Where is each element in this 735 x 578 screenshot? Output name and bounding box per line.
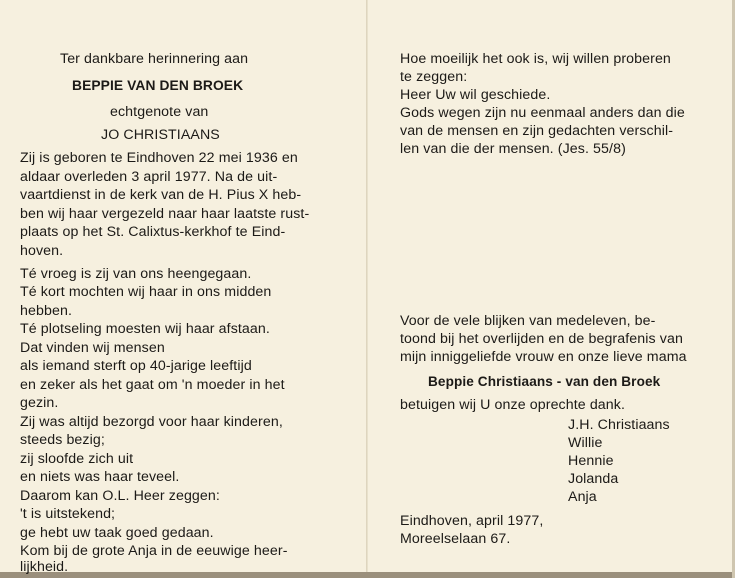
spouse-intro: echtgenote van xyxy=(110,104,209,120)
poem-line: Zij was altijd bezorgd voor haar kinderen, xyxy=(20,414,283,430)
poem-line: 't is uitstekend; xyxy=(20,506,116,522)
poem-line: als iemand sterft op 40-jarige leeftijd xyxy=(20,358,252,374)
poem-line: ge hebt uw taak goed gedaan. xyxy=(20,525,214,541)
bio-line: aldaar overleden 3 april 1977. Na de uit- xyxy=(20,169,278,185)
spouse-name: JO CHRISTIAANS xyxy=(101,127,220,143)
poem-line: Daarom kan O.L. Heer zeggen: xyxy=(20,488,220,504)
thanks-line: Voor de vele blijken van medeleven, be- xyxy=(400,313,656,329)
intro-text: Ter dankbare herinnering aan xyxy=(60,51,249,67)
right-panel xyxy=(368,0,732,572)
poem-line: Té vroeg is zij van ons heengegaan. xyxy=(20,266,252,282)
bio-line: hoven. xyxy=(20,243,64,259)
poem-line: gezin. xyxy=(20,395,59,411)
poem-line: en niets was haar teveel. xyxy=(20,469,180,485)
family-member: J.H. Christiaans xyxy=(568,417,670,433)
left-panel xyxy=(0,0,366,575)
bio-line: vaartdienst in de kerk van de H. Pius X heb- xyxy=(20,187,302,203)
thanks-line: mijn inniggeliefde vrouw en onze lieve mama xyxy=(400,349,687,365)
quote-line: van de mensen en zijn gedachten verschil- xyxy=(400,123,674,139)
address: Moreelselaan 67. xyxy=(400,531,511,547)
bio-line: Zij is geboren te Eindhoven 22 mei 1936 en xyxy=(20,150,298,166)
gratitude-text: betuigen wij U onze oprechte dank. xyxy=(400,397,626,413)
bio-line: ben wij haar vergezeld naar haar laatste rust- xyxy=(20,206,310,222)
thanks-line: toond bij het overlijden en de begrafenis van xyxy=(400,331,683,347)
poem-line: Kom bij de grote Anja in de eeuwige heer- xyxy=(20,543,288,559)
deceased-name: BEPPIE VAN DEN BROEK xyxy=(72,78,244,93)
poem-line: Dat vinden wij mensen xyxy=(20,340,165,356)
quote-line: Heer Uw wil geschiede. xyxy=(400,87,551,103)
family-member: Jolanda xyxy=(568,471,619,487)
quote-line: Gods wegen zijn nu eenmaal anders dan die xyxy=(400,105,685,121)
family-member: Hennie xyxy=(568,453,614,469)
bio-line: plaats op het St. Calixtus-kerkhof te Eind- xyxy=(20,224,286,240)
poem-line: zij sloofde zich uit xyxy=(20,451,134,467)
poem-line: lijkheid. xyxy=(20,559,69,575)
poem-line: Té plotseling moesten wij haar afstaan. xyxy=(20,321,270,337)
quote-line: Hoe moeilijk het ook is, wij willen proberen xyxy=(400,51,671,67)
poem-line: Té kort mochten wij haar in ons midden xyxy=(20,284,272,300)
poem-line: en zeker als het gaat om 'n moeder in het xyxy=(20,377,285,393)
place-date: Eindhoven, april 1977, xyxy=(400,513,544,529)
full-name: Beppie Christiaans - van den Broek xyxy=(428,374,661,389)
poem-line: hebben. xyxy=(20,303,72,319)
quote-line: len van die der mensen. (Jes. 55/8) xyxy=(400,141,626,157)
card-bottom-edge xyxy=(0,572,735,578)
family-member: Anja xyxy=(568,489,597,505)
quote-line: te zeggen: xyxy=(400,69,468,85)
family-member: Willie xyxy=(568,435,603,451)
poem-line: steeds bezig; xyxy=(20,432,105,448)
